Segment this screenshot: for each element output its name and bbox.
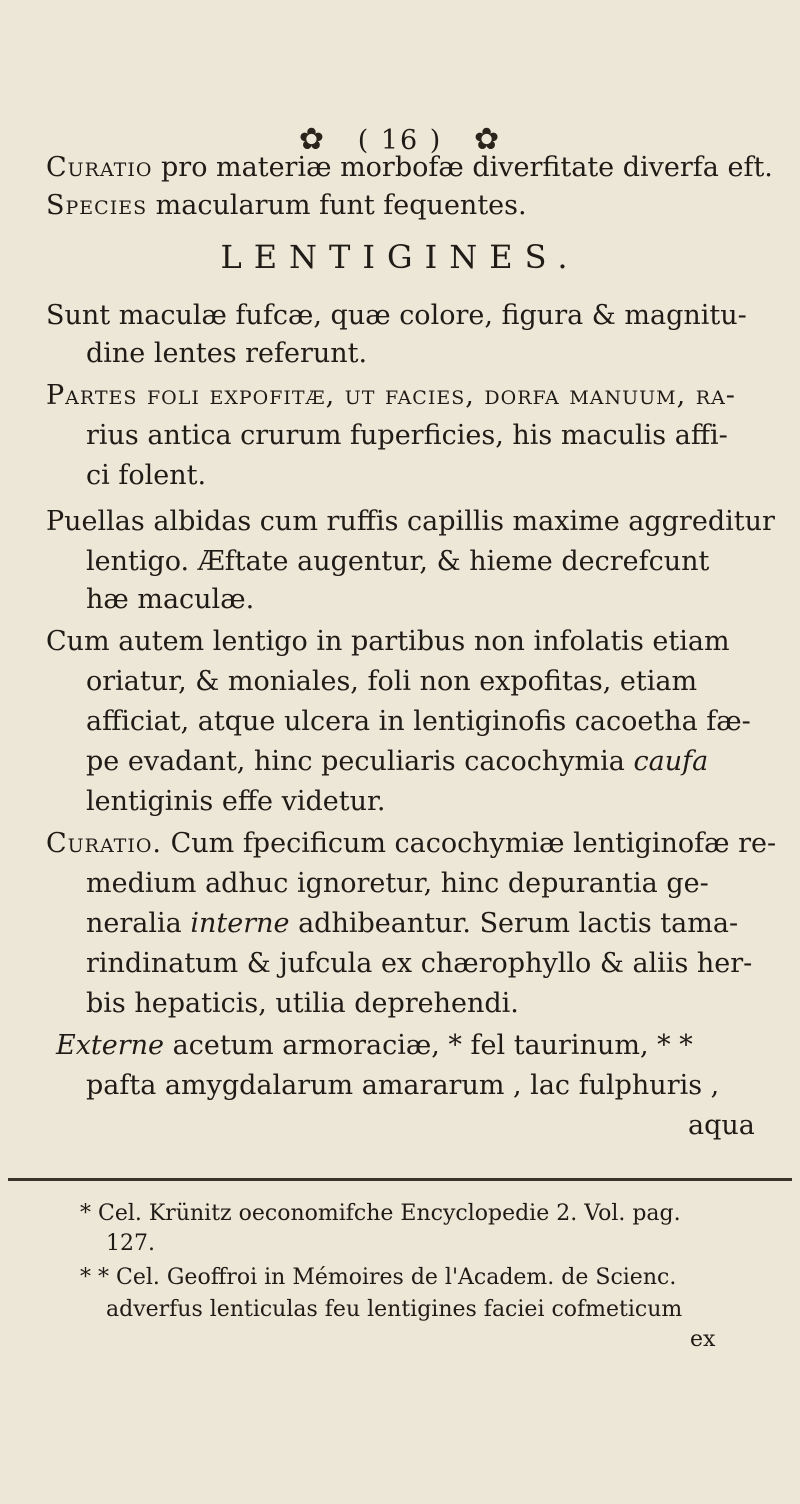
text-line: Partes foli expofitæ, ut facies, dorfa manuum, ra- xyxy=(46,380,736,411)
text-line: medium adhuc ignoretur, hinc depurantia ge- xyxy=(86,868,709,899)
text-line: oriatur, & moniales, foli non expofitas, etiam xyxy=(86,666,698,697)
section-title: LENTIGINES. xyxy=(220,238,580,276)
text-line: dine lentes referunt. xyxy=(86,338,368,369)
text-line: rindinatum & jufcula ex chærophyllo & aliis her- xyxy=(86,948,753,979)
footnote-line: 127. xyxy=(106,1231,155,1256)
catchword: aqua xyxy=(688,1110,755,1141)
page-number: ( 16 ) xyxy=(357,125,443,156)
text-line: rius antica crurum fuperficies, his maculis affi- xyxy=(86,420,728,451)
text-line: hæ maculæ. xyxy=(86,584,255,615)
text-line: ci folent. xyxy=(86,460,207,491)
footnote-line: * * Cel. Geoffroi in Mémoires de l'Academ. de Scienc. xyxy=(80,1265,677,1290)
text-line: Species macularum funt fequentes. xyxy=(46,190,527,221)
text-line: Curatio. Cum fpecificum cacochymiæ lentiginofæ re- xyxy=(46,828,777,859)
text-line: Puellas albidas cum ruffis capillis maxime aggreditur xyxy=(46,506,775,537)
footnote-line: adverfus lenticulas feu lentigines faciei cofmeticum xyxy=(106,1297,683,1322)
footnote-catchword: ex xyxy=(690,1327,716,1352)
text-line: Externe acetum armoraciæ, * fel taurinum, * * xyxy=(56,1030,693,1061)
text-line: Curatio pro materiæ morbofæ diverfitate diverfa eft. xyxy=(46,152,773,183)
footnote-line: * Cel. Krünitz oeconomifche Encyclopedie 2. Vol. pag. xyxy=(80,1201,681,1226)
text-line: pafta amygdalarum amararum , lac fulphuris , xyxy=(86,1070,720,1101)
text-line: pe evadant, hinc peculiaris cacochymia caufa xyxy=(86,746,709,777)
text-line: afficiat, atque ulcera in lentiginofis cacoetha fæ- xyxy=(86,706,751,737)
text-line: Sunt maculæ fufcæ, quæ colore, figura & magnitu- xyxy=(46,300,747,331)
text-line: bis hepaticis, utilia deprehendi. xyxy=(86,988,519,1019)
text-line: lentigo. Æftate augentur, & hieme decrefcunt xyxy=(86,546,710,577)
flower-ornament-icon: ✿ xyxy=(474,122,502,157)
text-line: neralia interne adhibeantur. Serum lactis tama- xyxy=(86,908,739,939)
flower-ornament-icon: ✿ xyxy=(298,122,326,157)
text-line: lentiginis effe videtur. xyxy=(86,786,386,817)
text-line: Cum autem lentigo in partibus non infolatis etiam xyxy=(46,626,730,657)
footnote-rule xyxy=(8,1178,792,1181)
